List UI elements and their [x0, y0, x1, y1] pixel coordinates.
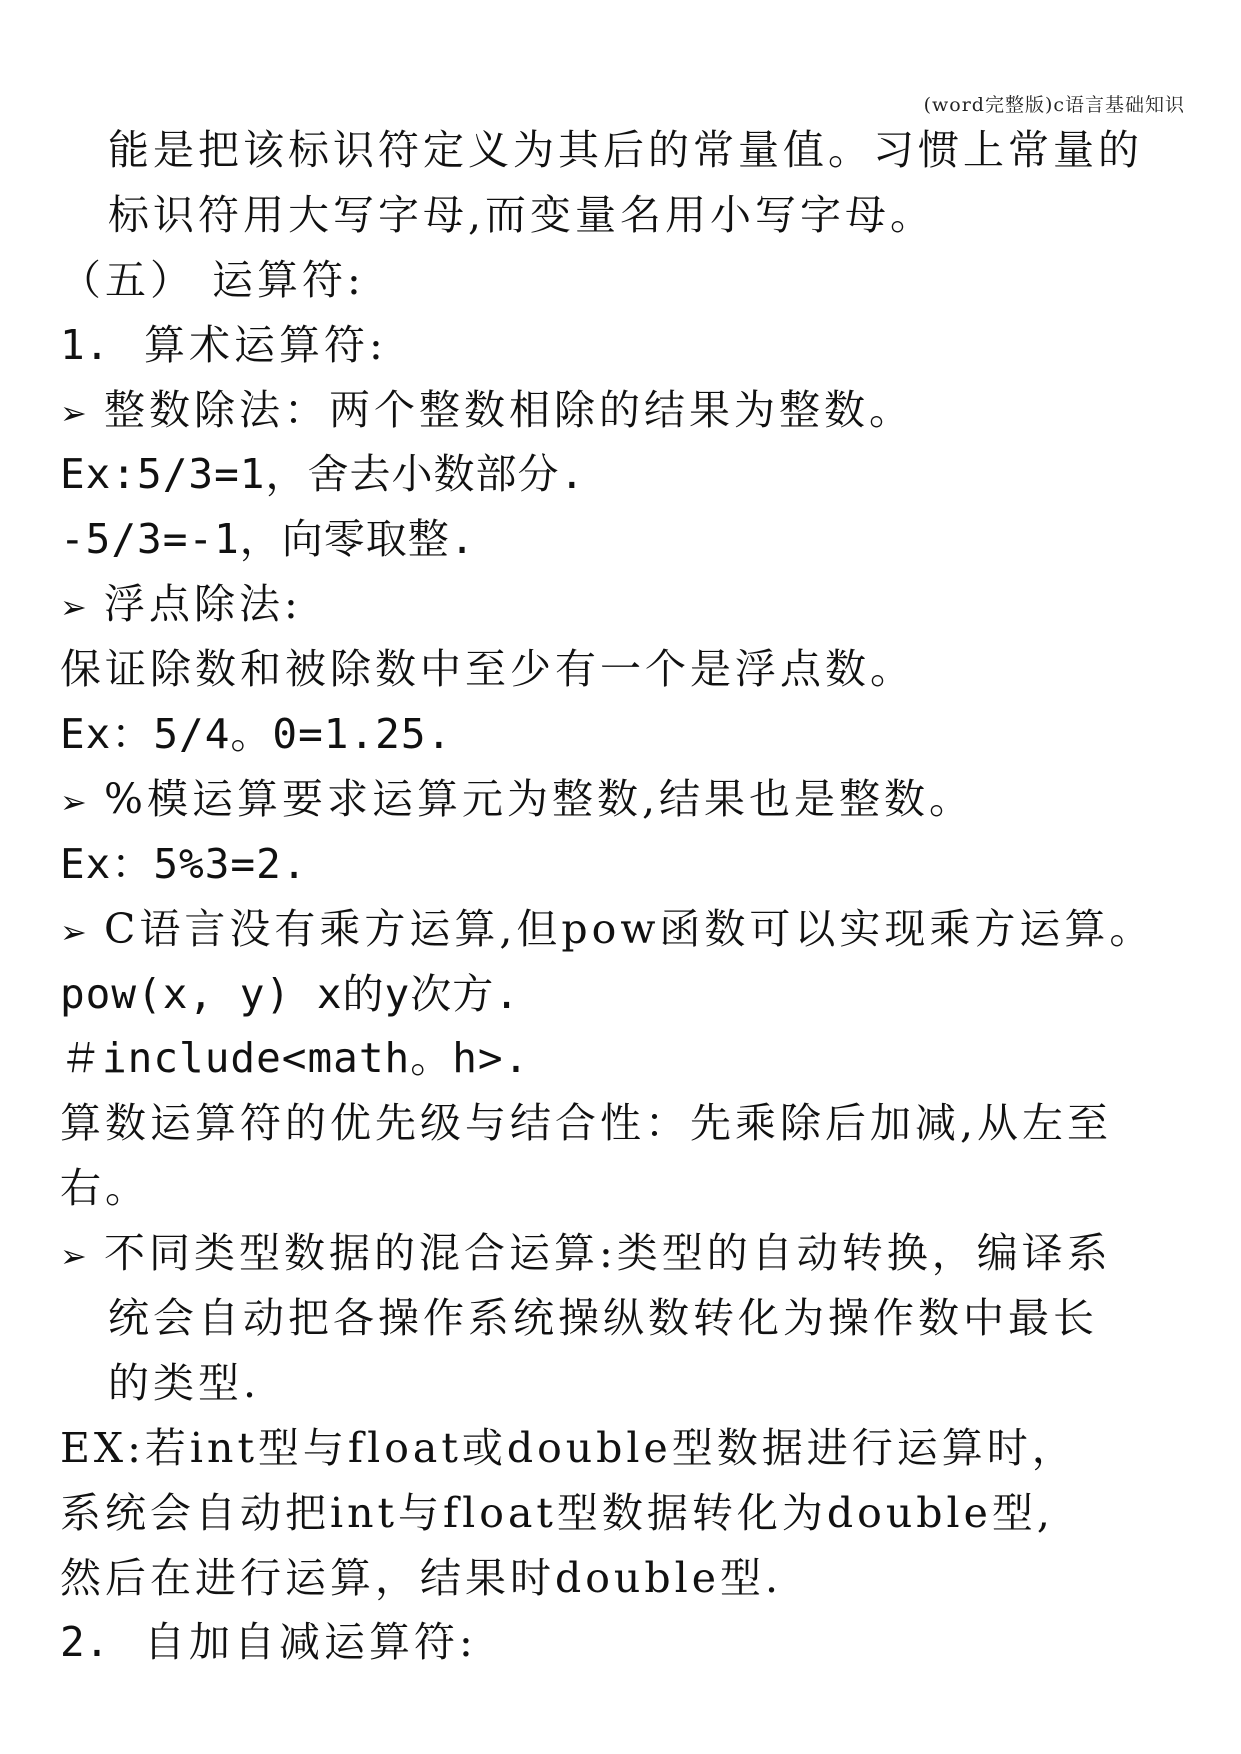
- bullet-item: [60, 1221, 1205, 1286]
- bullet-arrow-icon: ➢: [60, 588, 87, 627]
- bullet-text: C语言没有乘方运算,但pow函数可以实现乘方运算。: [104, 904, 1155, 953]
- heading-text: 算术运算符:: [144, 320, 387, 369]
- paragraph-line: 能是把该标识符定义为其后的常量值。习惯上常量的: [108, 126, 1143, 174]
- code-line: ＃include<math。h>.: [60, 1034, 530, 1083]
- paragraph-line: 统会自动把各操作系统操纵数转化为操作数中最长: [108, 1294, 1098, 1343]
- paragraph-line: 的类型.: [108, 1358, 261, 1407]
- bullet-arrow-icon: ➢: [60, 393, 87, 432]
- bullet-text: 浮点除法:: [104, 580, 302, 629]
- heading-text: 自加自减运算符:: [144, 1618, 477, 1667]
- running-header: (word完整版)c语言基础知识: [923, 94, 1185, 116]
- bullet-text: 整数除法：两个整数相除的结果为整数。: [104, 385, 914, 434]
- section-heading: （五） 运算符:: [60, 255, 365, 304]
- paragraph-line: 然后在进行运算，结果时double型.: [60, 1553, 782, 1602]
- numbered-heading: [60, 1610, 1205, 1675]
- code-line: pow(x, y) x的y次方.: [60, 969, 520, 1018]
- bullet-item: [60, 378, 1205, 443]
- example-line: Ex:5/3=1，舍去小数部分.: [60, 450, 586, 499]
- paragraph-line: 右。: [60, 1164, 150, 1213]
- document-body: [60, 118, 1205, 1675]
- heading-number: 2.: [60, 1618, 110, 1667]
- numbered-heading: [60, 313, 1205, 378]
- bullet-item: [60, 897, 1205, 962]
- bullet-item: [60, 767, 1205, 832]
- example-line: Ex：5/4。0=1.25.: [60, 710, 453, 759]
- bullet-arrow-icon: ➢: [60, 912, 87, 951]
- heading-number: 1.: [60, 320, 110, 369]
- bullet-text: 不同类型数据的混合运算:类型的自动转换，编译系: [104, 1229, 1112, 1278]
- bullet-text: %模运算要求运算元为整数,结果也是整数。: [104, 774, 974, 823]
- example-line: Ex：5%3=2.: [60, 839, 308, 888]
- paragraph-line: 算数运算符的优先级与结合性：先乘除后加减,从左至: [60, 1099, 1113, 1148]
- paragraph-line: EX:若int型与float或double型数据进行运算时，: [60, 1423, 1077, 1472]
- bullet-arrow-icon: ➢: [60, 782, 87, 821]
- paragraph-line: 保证除数和被除数中至少有一个是浮点数。: [60, 645, 915, 694]
- bullet-item: [60, 572, 1205, 637]
- paragraph-line: 标识符用大写字母,而变量名用小写字母。: [108, 190, 936, 239]
- example-line: -5/3=-1，向零取整.: [60, 515, 476, 564]
- bullet-arrow-icon: ➢: [60, 1237, 87, 1276]
- paragraph-line: 系统会自动把int与float型数据转化为double型,: [60, 1488, 1054, 1537]
